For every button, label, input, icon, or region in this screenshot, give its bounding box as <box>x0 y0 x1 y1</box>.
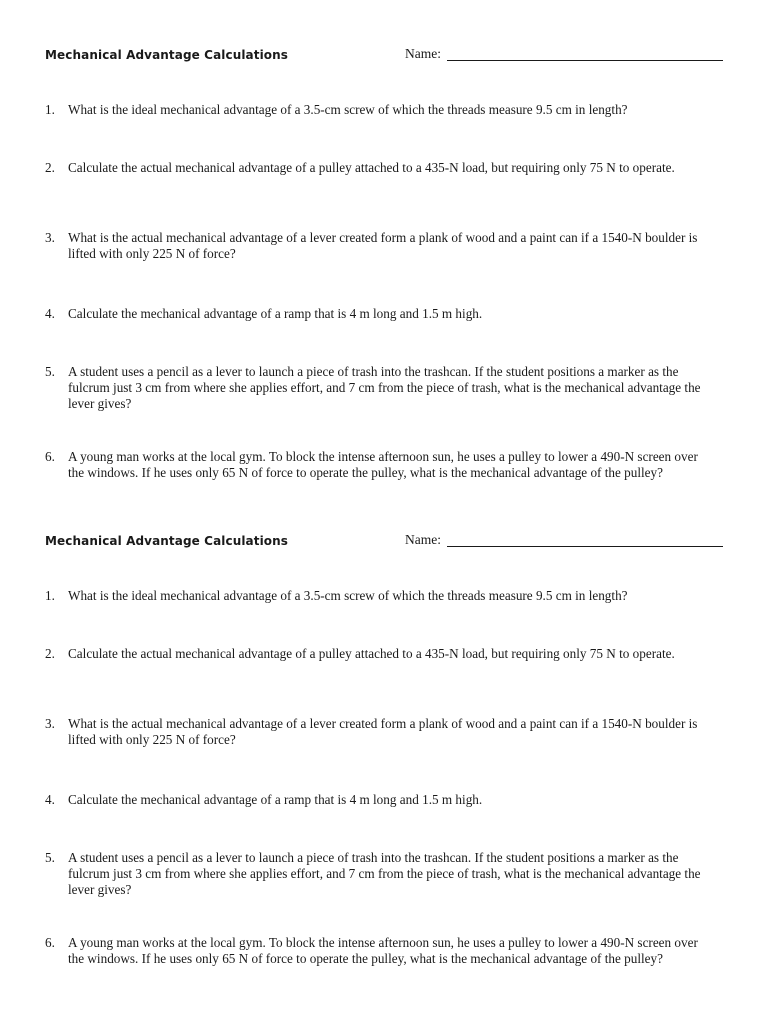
name-field[interactable] <box>405 532 723 550</box>
question-4 <box>45 306 705 322</box>
question-1 <box>45 102 705 118</box>
question-2 <box>45 646 705 662</box>
question-text: A young man works at the local gym. To block the intense afternoon sun, he uses a pulley to lower a 490-N screen over the windows. If he uses only 65 N of force to operate the pulley, what is the mechanical advantage of the pulley? <box>68 935 698 966</box>
worksheet-title: Mechanical Advantage Calculations <box>45 534 289 548</box>
worksheet-bottom <box>45 532 725 966</box>
question-number: 1. <box>45 588 55 603</box>
question-number: 4. <box>45 792 55 807</box>
name-label: Name: <box>405 532 441 547</box>
question-5 <box>45 850 705 898</box>
question-number: 3. <box>45 230 55 245</box>
question-number: 3. <box>45 716 55 731</box>
question-text: What is the actual mechanical advantage of a lever created form a plank of wood and a paint can if a 1540-N boulder is lifted with only 225 N of force? <box>68 230 698 261</box>
name-label: Name: <box>405 46 441 61</box>
question-3 <box>45 716 705 748</box>
question-number: 5. <box>45 364 55 379</box>
worksheet-title: Mechanical Advantage Calculations <box>45 48 289 62</box>
question-5 <box>45 364 705 412</box>
name-blank-line[interactable] <box>447 60 723 61</box>
question-text: A student uses a pencil as a lever to launch a piece of trash into the trashcan. If the student positions a marker as the fulcrum just 3 cm from where she applies effort, and 7 cm from the piece of trash, what is the mechanical advantage the lever gives? <box>68 850 701 897</box>
name-field[interactable] <box>405 46 723 64</box>
question-text: Calculate the actual mechanical advantage of a pulley attached to a 435-N load, but requiring only 75 N to operate. <box>68 646 675 661</box>
name-blank-line[interactable] <box>447 546 723 547</box>
question-text: A young man works at the local gym. To block the intense afternoon sun, he uses a pulley to lower a 490-N screen over the windows. If he uses only 65 N of force to operate the pulley, what is the mechanical advantage of the pulley? <box>68 449 698 480</box>
worksheet-top <box>45 46 725 480</box>
question-text: What is the ideal mechanical advantage of a 3.5-cm screw of which the threads measure 9.5 cm in length? <box>68 588 628 603</box>
question-3 <box>45 230 705 262</box>
question-text: What is the actual mechanical advantage of a lever created form a plank of wood and a paint can if a 1540-N boulder is lifted with only 225 N of force? <box>68 716 698 747</box>
question-number: 2. <box>45 160 55 175</box>
question-number: 2. <box>45 646 55 661</box>
question-text: What is the ideal mechanical advantage of a 3.5-cm screw of which the threads measure 9.5 cm in length? <box>68 102 628 117</box>
question-number: 4. <box>45 306 55 321</box>
question-number: 6. <box>45 449 55 464</box>
question-2 <box>45 160 705 176</box>
question-text: A student uses a pencil as a lever to launch a piece of trash into the trashcan. If the student positions a marker as the fulcrum just 3 cm from where she applies effort, and 7 cm from the piece of trash, what is the mechanical advantage the lever gives? <box>68 364 701 411</box>
question-number: 1. <box>45 102 55 117</box>
question-number: 6. <box>45 935 55 950</box>
question-1 <box>45 588 705 604</box>
question-text: Calculate the mechanical advantage of a ramp that is 4 m long and 1.5 m high. <box>68 792 483 807</box>
question-4 <box>45 792 705 808</box>
worksheet-header <box>45 532 725 554</box>
question-number: 5. <box>45 850 55 865</box>
question-6 <box>45 449 705 481</box>
question-6 <box>45 935 705 967</box>
question-text: Calculate the mechanical advantage of a ramp that is 4 m long and 1.5 m high. <box>68 306 483 321</box>
worksheet-header <box>45 46 725 68</box>
question-text: Calculate the actual mechanical advantage of a pulley attached to a 435-N load, but requiring only 75 N to operate. <box>68 160 675 175</box>
